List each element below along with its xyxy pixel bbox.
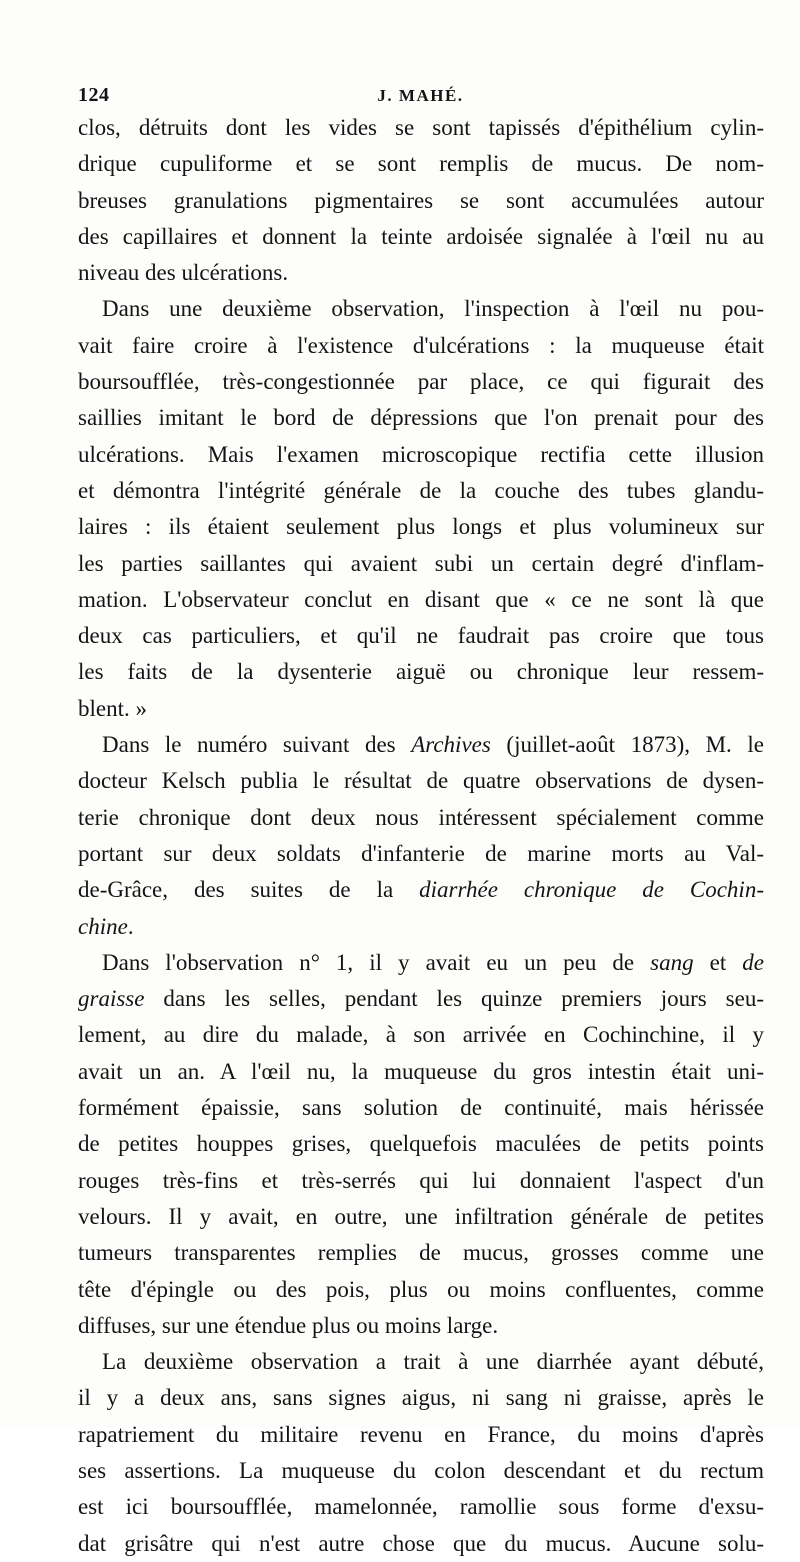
text-line: ulcérations. Mais l'examen microscopique rectifia cette illusion (78, 441, 764, 467)
italic-text: diarrhée chronique de Cochin- (419, 877, 764, 903)
text-segment: Dans le numéro suivant des (102, 732, 412, 758)
text-line (78, 981, 764, 1017)
page-header (78, 84, 763, 108)
text-line: rouges très-fins et très-serrés qui lui donnaient l'aspect d'un (78, 1167, 764, 1193)
text-line: dat grisâtre qui n'est autre chose que du mucus. Aucune solu- (78, 1530, 764, 1556)
italic-text: chine (78, 913, 128, 939)
text-line: des capillaires et donnent la teinte ardoisée signalée à l'œil nu au (78, 223, 764, 249)
text-line: est ici boursoufflée, mamelonnée, ramollie sous forme d'exsu- (78, 1494, 764, 1520)
italic-text: sang (650, 949, 694, 975)
text-line: tumeurs transparentes remplies de mucus, grosses comme une (78, 1240, 764, 1266)
text-segment: de-Grâce, des suites de la (78, 877, 420, 903)
text-segment: (juillet-août 1873), M. le (490, 732, 764, 758)
text-line: diffuses, sur une étendue plus ou moins large. (78, 1312, 499, 1338)
text-line: de petites houppes grises, quelquefois maculées de petits points (78, 1131, 764, 1157)
text-line: avait un an. A l'œil nu, la muqueuse du gros intestin était uni- (78, 1058, 764, 1084)
body-text (78, 110, 764, 1562)
text-line (78, 909, 764, 945)
text-segment: Dans l'observation n° 1, il y avait eu un peu de (102, 949, 651, 975)
italic-text: Archives (411, 732, 491, 758)
text-line: il y a deux ans, sans signes aigus, ni sang ni graisse, après le (78, 1385, 764, 1411)
text-line: vait faire croire à l'existence d'ulcérations : la muqueuse était (78, 332, 764, 358)
text-line: deux cas particuliers, et qu'il ne faudrait pas croire que tous (78, 623, 764, 649)
text-line: lement, au dire du malade, à son arrivée en Cochinchine, il y (78, 1022, 764, 1048)
running-title: J. MAHÉ. (377, 86, 464, 105)
text-segment: . (127, 913, 134, 939)
text-line: les parties saillantes qui avaient subi un certain degré d'inflam- (78, 550, 764, 576)
text-line: portant sur deux soldats d'infanterie de marine morts au Val- (78, 840, 764, 866)
text-line: velours. Il y avait, en outre, une infiltration générale de petites (78, 1203, 764, 1229)
text-line (78, 945, 764, 981)
text-line: saillies imitant le bord de dépressions que l'on prenait pour des (78, 405, 764, 431)
text-line: les faits de la dysenterie aiguë ou chronique leur ressem- (78, 659, 764, 685)
text-line: clos, détruits dont les vides se sont tapissés d'épithélium cylin- (78, 115, 764, 140)
text-line (78, 727, 764, 763)
text-line: La deuxième observation a trait à une diarrhée ayant débuté, (102, 1349, 764, 1375)
text-line: niveau des ulcérations. (78, 260, 289, 286)
text-line: rapatriement du militaire revenu en France, du moins d'après (78, 1421, 764, 1447)
text-line: boursoufflée, très-congestionnée par place, ce qui figurait des (78, 369, 764, 395)
text-segment: dans les selles, pendant les quinze premiers jours seu- (144, 986, 764, 1012)
italic-text: de (742, 949, 764, 975)
text-segment: et (693, 949, 743, 975)
italic-text: graisse (78, 986, 145, 1012)
text-line: laires : ils étaient seulement plus longs et plus volumineux sur (78, 514, 764, 540)
text-line: docteur Kelsch publia le résultat de quatre observations de dysen- (78, 768, 764, 794)
text-line: mation. L'observateur conclut en disant que « ce ne sont là que (78, 586, 764, 612)
text-line: ses assertions. La muqueuse du colon descendant et du rectum (78, 1457, 764, 1483)
text-line: tête d'épingle ou des pois, plus ou moins confluentes, comme (78, 1276, 764, 1302)
text-line: et démontra l'intégrité générale de la couche des tubes glandu- (78, 477, 764, 503)
text-line: drique cupuliforme et se sont remplis de mucus. De nom- (78, 151, 764, 177)
text-line: blent. » (78, 695, 147, 721)
text-line: Dans une deuxième observation, l'inspection à l'œil nu pou- (102, 296, 764, 322)
text-line: formément épaissie, sans solution de continuité, mais hérissée (78, 1095, 764, 1121)
text-line (78, 872, 764, 908)
page-number: 124 (78, 84, 110, 106)
text-line: terie chronique dont deux nous intéressent spécialement comme (78, 804, 764, 830)
text-line: breuses granulations pigmentaires se sont accumulées autour (78, 187, 764, 213)
